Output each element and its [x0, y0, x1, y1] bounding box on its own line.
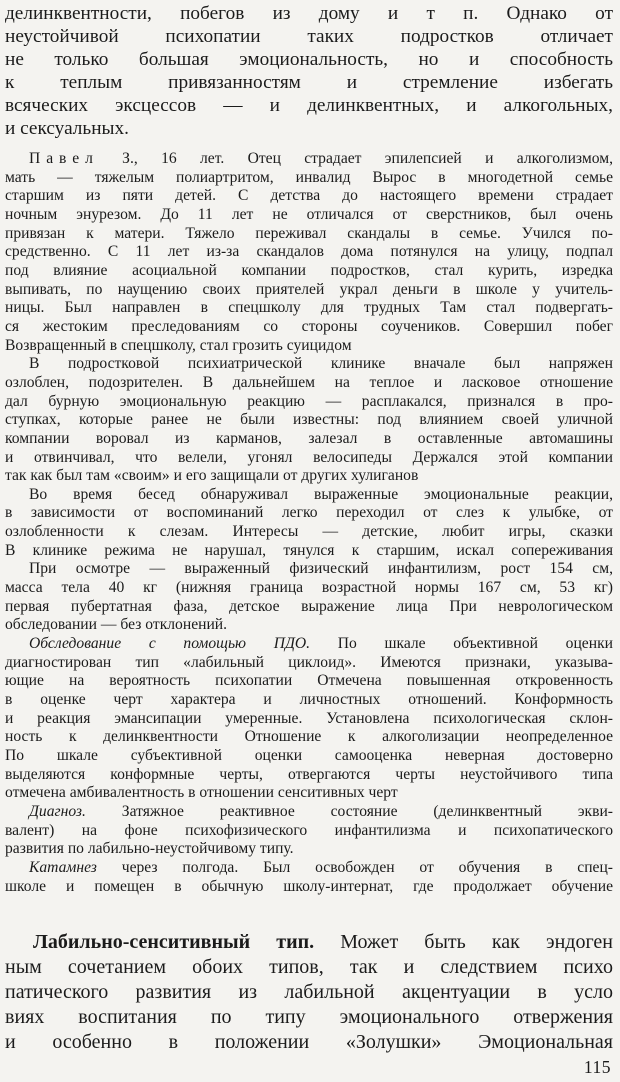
text-line [5, 635, 613, 654]
text-line: виях воспитания по типу эмоционального отвержения [5, 1006, 613, 1029]
text-line: выделяются конформные черты, отвергаются черты неустойчивого типа [5, 765, 613, 783]
text-line: дал бурную эмоциональную реакцию — расплакался, признался в про- [5, 392, 613, 410]
text-line: не только большая эмоциональность, но и способность [5, 49, 613, 70]
text-line: развития по лабильно-неустойчивому типу. [5, 840, 294, 858]
text-line [5, 150, 613, 169]
text-line: ступках, которые ранее не были известны: под влиянием своей уличной [5, 411, 613, 429]
text-segment-normal: З., 16 лет. Отец страдает эпилепсией и алкоголизмом, [98, 150, 613, 167]
text-line: При осмотре — выраженный физический инфантилизм, рост 154 см, [29, 560, 613, 578]
text-line [5, 803, 613, 822]
case-study-talks [5, 486, 613, 561]
text-line: мать — тяжелым полиартритом, инвалид Вырос в многодетной семье [5, 168, 613, 186]
text-line: всяческих эксцессов — и делинквентных, и алкогольных, [5, 95, 613, 116]
text-line: компании воровал из карманов, залезал в оставленные автомашины [5, 429, 613, 447]
text-line: озлоблен, подозрителен. В дальнейшем на теплое и ласковое отношение [5, 373, 613, 391]
text-line: и особенно в положении «Золушки» Эмоциональная [5, 1031, 613, 1054]
text-line: делинквентности, побегов из дому и т п. Однако от [5, 3, 613, 24]
text-line [5, 930, 613, 955]
page-number: 115 [583, 1057, 611, 1077]
text-line: В подростковой психиатрической клинике вначале был напряжен [29, 355, 613, 373]
case-study-history [5, 150, 613, 355]
text-line: Возвращенный в спецшколу, стал грозить суицидом [5, 336, 352, 354]
text-line: ным сочетанием обоих типов, так и следствием психо [5, 956, 613, 979]
text-line: патического развития из лабильной акцентуации в усло [5, 981, 613, 1004]
text-line: диагностирован тип «лабильный циклоид». Имеются признаки, указыва- [5, 653, 613, 671]
text-line: первая пубертатная фаза, детское выражение лица При неврологическом [5, 597, 613, 615]
text-line: В клинике режима не нарушал, тянулся к старшим, искал сопереживания [5, 541, 613, 559]
text-line: ся жестоким преследованиям со стороны соучеников. Совершил побег [5, 317, 613, 335]
text-line: в оценке черт характера и личностных отношений. Конформность [5, 691, 613, 709]
text-line: так как был там «своим» и его защищали от других хулиганов [5, 467, 419, 485]
case-study-examination [5, 560, 613, 635]
text-line: масса тела 40 кг (нижняя граница возрастной нормы 167 см, 53 кг) [5, 579, 613, 597]
text-line: ность к делинквентности Отношение к алкоголизации неопределенное [5, 728, 613, 746]
text-line: озлобленности к слезам. Интересы — детские, любит игры, сказки [5, 523, 613, 541]
text-line: выпивать, по наущению своих приятелей украл деньги в школе у учитель- [5, 280, 613, 298]
text-line: старшим из пяти детей. С детства до настоящего времени страдает [5, 187, 613, 205]
text-line: в зависимости от воспоминаний легко переходил от слез к улыбке, от [5, 504, 613, 522]
section-labile-sensitive [5, 930, 613, 1055]
text-line: средственно. С 11 лет из-за скандалов дома потянулся на улицу, подпал [5, 243, 613, 261]
text-line: По шкале субъективной оценки самооценка неверная достоверно [5, 747, 613, 764]
text-line: ницы. Был направлен в спецшколу для трудных Там стал подвергать- [5, 299, 613, 317]
text-segment-normal: По шкале объективной оценки [310, 635, 613, 653]
text-line: привязан к матери. Тяжело переживал скандалы в семье. Учился по- [5, 224, 613, 242]
text-segment-normal: Затяжное реактивное состояние (делинквентный экви- [85, 802, 613, 820]
text-line: отмечена амбивалентность в отношении сенситивных черт [5, 784, 398, 802]
text-segment-normal: через полгода. Был освобожден от обучения в спец- [96, 858, 613, 876]
text-segment-bold: Лабильно-сенситивный тип. [33, 931, 315, 954]
case-study-catamnesis [5, 859, 613, 896]
text-line: и отвинчивал, что велели, угонял велосипеды Держался этой компании [5, 448, 613, 466]
case-study-diagnosis [5, 803, 613, 859]
text-line [5, 859, 613, 878]
continuation-paragraph [5, 2, 613, 140]
text-line: ночным энурезом. До 11 лет не отличался от сверстников, был очень [5, 205, 613, 223]
case-study-pdo [5, 635, 613, 803]
text-line: под влияние асоциальной компании подростков, стал курить, изредка [5, 261, 613, 279]
text-line: ющие на вероятность психопатии Отмечена повышенная откровенность [5, 672, 613, 690]
text-line: к теплым привязанностям и стремление избегать [5, 72, 613, 93]
text-segment-normal: Может быть как эндоген [314, 931, 613, 954]
text-segment-italic: Обследование с помощью ПДО. [29, 635, 311, 653]
text-line: школе и помещен в обычную школу-интернат, где продолжает обучение [5, 877, 613, 895]
text-line: Во время бесед обнаруживал выраженные эмоциональные реакции, [29, 485, 613, 503]
text-line: и реакция эмансипации умеренные. Установлена психологическая склон- [5, 709, 613, 727]
text-line: валент) на фоне психофизического инфантилизма и психопатического [5, 821, 613, 839]
text-line: обследовании — без отклонений. [5, 616, 228, 634]
text-line: неустойчивой психопатии таких подростков отличает [5, 26, 613, 47]
text-segment-italic: Катамнез [29, 858, 97, 876]
page-text [5, 2, 613, 1055]
case-study-clinic [5, 355, 613, 486]
text-segment-italic: Диагноз. [29, 802, 86, 820]
text-segment-spaced: Павел [29, 150, 99, 167]
text-line: и сексуальных. [5, 118, 129, 139]
